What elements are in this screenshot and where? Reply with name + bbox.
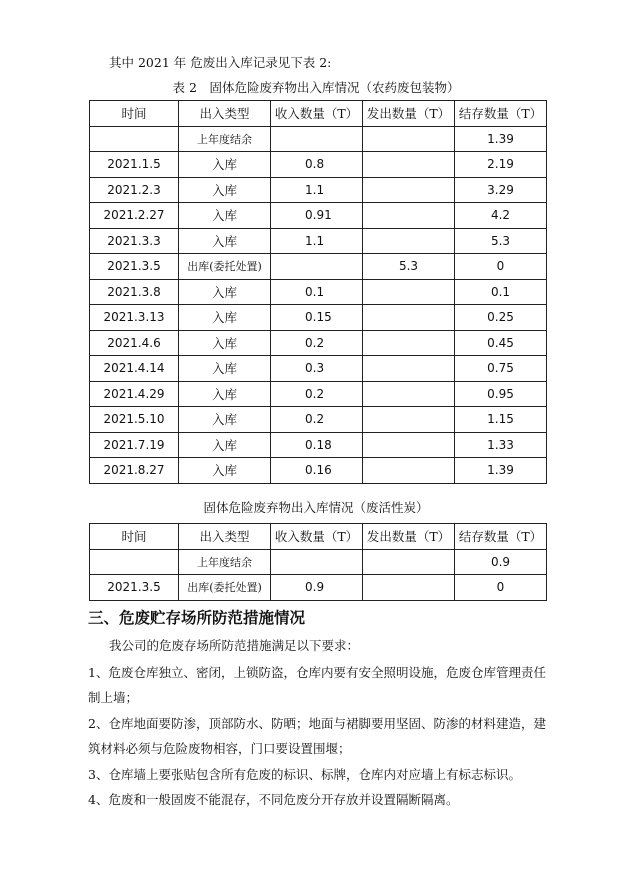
table-cell: 0.16 [271, 458, 363, 484]
section-intro: 我公司的危废存场所防范措施满足以下要求： [109, 638, 360, 653]
table-cell: 上年度结余 [179, 549, 271, 575]
table-cell: 入库 [179, 381, 271, 407]
table-cell: 出库(委托处置) [179, 575, 271, 601]
table-header-row [90, 101, 547, 127]
table-cell: 2021.3.5 [90, 254, 179, 280]
column-header: 收入数量（T） [271, 524, 363, 550]
table-cell: 入库 [179, 203, 271, 229]
table-cell [363, 458, 455, 484]
table-cell: 0.95 [455, 381, 547, 407]
table-cell: 0.8 [271, 152, 363, 178]
table-cell: 0.2 [271, 407, 363, 433]
table-cell [363, 432, 455, 458]
table-cell: 上年度结余 [179, 126, 271, 152]
table-cell: 入库 [179, 356, 271, 382]
table-cell: 2021.7.19 [90, 432, 179, 458]
column-header: 结存数量（T） [455, 101, 547, 127]
intro-text: 其中 2021 年 危废出入库记录见下表 2: [109, 55, 332, 70]
table-cell [363, 177, 455, 203]
requirement-item: 3、仓库墙上要张贴包含所有危废的标识、标牌，仓库内对应墙上有标志标识。 [88, 767, 521, 782]
waste-packaging-table [89, 100, 547, 484]
table-cell: 3.29 [455, 177, 547, 203]
table-cell: 1.39 [455, 126, 547, 152]
table-cell: 0.9 [271, 575, 363, 601]
table-cell [363, 152, 455, 178]
table-cell: 1.33 [455, 432, 547, 458]
table-cell [363, 203, 455, 229]
table-cell: 出库(委托处置) [179, 254, 271, 280]
table-cell: 0.2 [271, 381, 363, 407]
table-row [90, 305, 547, 331]
table-cell: 入库 [179, 458, 271, 484]
table-cell: 5.3 [455, 228, 547, 254]
table-cell: 2021.3.5 [90, 575, 179, 601]
table-cell: 2021.3.13 [90, 305, 179, 331]
table-cell: 2021.4.29 [90, 381, 179, 407]
table-cell: 入库 [179, 432, 271, 458]
table-cell: 2021.4.6 [90, 330, 179, 356]
table-header-row [90, 524, 547, 550]
table-cell: 2021.8.27 [90, 458, 179, 484]
table-cell: 0.9 [455, 549, 547, 575]
table-cell: 0.1 [271, 279, 363, 305]
table-row [90, 356, 547, 382]
column-header: 发出数量（T） [363, 101, 455, 127]
table-row [90, 152, 547, 178]
table-row [90, 126, 547, 152]
table-cell: 0.15 [271, 305, 363, 331]
table-row [90, 203, 547, 229]
requirement-item: 2、仓库地面要防渗，顶部防水、防晒；地面与裙脚要用坚固、防渗的材料建造，建筑材料必须与危险废物相容，门口要设置围堰； [88, 716, 546, 756]
table-cell [363, 228, 455, 254]
table-cell: 0.25 [455, 305, 547, 331]
table-cell: 入库 [179, 305, 271, 331]
table-cell: 2021.5.10 [90, 407, 179, 433]
table-cell [90, 126, 179, 152]
table-cell [271, 549, 363, 575]
table-cell: 入库 [179, 177, 271, 203]
requirement-item: 1、危废仓库独立、密闭，上锁防盗，仓库内要有安全照明设施，危废仓库管理责任制上墙； [88, 665, 546, 705]
table-cell: 2021.1.5 [90, 152, 179, 178]
table-row [90, 432, 547, 458]
table-cell: 2.19 [455, 152, 547, 178]
table-cell [90, 549, 179, 575]
table-cell: 入库 [179, 407, 271, 433]
table-row [90, 177, 547, 203]
table-cell: 0.1 [455, 279, 547, 305]
table-cell: 入库 [179, 279, 271, 305]
table-cell: 5.3 [363, 254, 455, 280]
table-cell: 0.18 [271, 432, 363, 458]
table-cell: 2021.2.27 [90, 203, 179, 229]
table-cell [363, 575, 455, 601]
table-cell: 入库 [179, 152, 271, 178]
table-cell: 0 [455, 575, 547, 601]
table-cell: 0.2 [271, 330, 363, 356]
table-cell: 1.1 [271, 228, 363, 254]
table-row [90, 407, 547, 433]
table-cell: 1.15 [455, 407, 547, 433]
table-row [90, 575, 547, 601]
column-header: 结存数量（T） [455, 524, 547, 550]
table-cell: 入库 [179, 228, 271, 254]
table-cell [363, 126, 455, 152]
table-cell [363, 305, 455, 331]
table-row [90, 228, 547, 254]
table-cell: 2021.4.14 [90, 356, 179, 382]
table-cell: 0.91 [271, 203, 363, 229]
table-cell [363, 356, 455, 382]
table-cell [363, 549, 455, 575]
table-cell: 2021.3.3 [90, 228, 179, 254]
table-cell: 0.45 [455, 330, 547, 356]
table-cell: 0 [455, 254, 547, 280]
table-row [90, 381, 547, 407]
requirement-item: 4、危废和一般固废不能混存，不同危废分开存放并设置隔断隔离。 [88, 792, 459, 807]
table-cell [363, 330, 455, 356]
section-heading: 三、危废贮存场所防范措施情况 [88, 609, 306, 627]
table-cell: 0.3 [271, 356, 363, 382]
table-cell [271, 126, 363, 152]
activated-carbon-table [89, 523, 547, 601]
table-row [90, 330, 547, 356]
table-cell: 2021.3.8 [90, 279, 179, 305]
table-cell: 4.2 [455, 203, 547, 229]
table-cell: 1.1 [271, 177, 363, 203]
table-row [90, 254, 547, 280]
table-cell [363, 407, 455, 433]
column-header: 时间 [90, 101, 179, 127]
table-cell: 0.75 [455, 356, 547, 382]
table-row [90, 458, 547, 484]
table-row [90, 279, 547, 305]
column-header: 收入数量（T） [271, 101, 363, 127]
table-cell [363, 279, 455, 305]
column-header: 发出数量（T） [363, 524, 455, 550]
table-cell [363, 381, 455, 407]
column-header: 出入类型 [179, 101, 271, 127]
table-cell: 2021.2.3 [90, 177, 179, 203]
column-header: 出入类型 [179, 524, 271, 550]
table-row [90, 549, 547, 575]
table2-caption: 固体危险废弃物出入库情况（废活性炭） [203, 500, 429, 515]
column-header: 时间 [90, 524, 179, 550]
table-cell: 1.39 [455, 458, 547, 484]
table-cell: 入库 [179, 330, 271, 356]
table-cell [271, 254, 363, 280]
table1-caption: 表 2 固体危险废弃物出入库情况（农药废包装物） [172, 80, 460, 95]
